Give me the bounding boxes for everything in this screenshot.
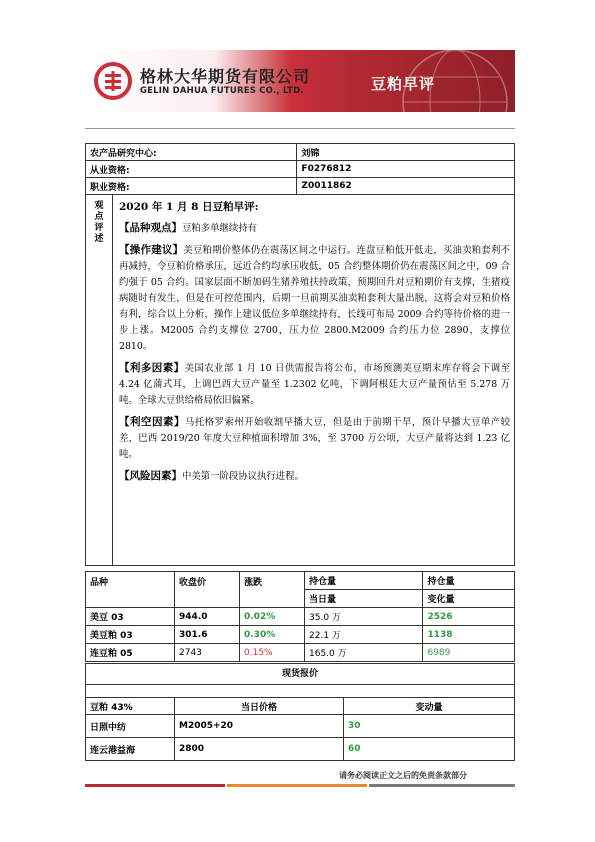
info-row-qual — [86, 161, 515, 178]
market-name: 美豆粕 03 — [86, 626, 175, 644]
header-banner — [85, 50, 515, 112]
advice-paragraph — [119, 242, 510, 355]
market-oi: 35.0 万 — [305, 608, 423, 626]
market-header-row — [86, 572, 515, 590]
market-table — [85, 571, 515, 662]
job-label: 职业资格: — [86, 178, 297, 195]
table-row — [86, 738, 515, 761]
qual-value: F0276812 — [297, 161, 515, 178]
table-row — [86, 608, 515, 626]
risk-tag: 【风险因素】 — [119, 470, 182, 482]
analyst-name: 刘锦 — [297, 144, 515, 161]
market-oi-chg: 1138 — [423, 626, 515, 644]
advice-text: 美豆粕期价整体仍在震荡区间之中运行。连盘豆粕低开低走，买油卖粕套利不再减持，令豆粕价格承压，远近合约均承压收低，05 合约整体期价仍在震荡区间之中，09 合约强于 05 合约。国家层面不断加码生猪养殖扶持政策，预期回升对豆粕期价有支撑，生猪疫病随时有发生，但是在可控范围内，后期一旦前期买油卖粕套利大量出脱，这将会对豆粕价格有利，综合以上分析，操作上建议低位多单继续持有，长线可布局 2009 合约等待价格的进一步上涨。M2005 合约支撑位 2700，压力位 2800.M2009 合约压力位 2890，支撑位 2810。 — [119, 245, 510, 352]
spot-name: 日照中纺 — [86, 715, 175, 738]
view-body — [113, 195, 515, 566]
market-col-name: 品种 — [86, 572, 175, 608]
job-value: Z0011862 — [297, 178, 515, 195]
table-row — [86, 715, 515, 738]
market-name: 美豆 03 — [86, 608, 175, 626]
variety-text: 豆粕多单继续持有 — [182, 223, 258, 234]
market-change: 0.15% — [240, 644, 305, 662]
bull-paragraph — [119, 360, 510, 409]
spot-col-name: 豆粕 43% — [86, 698, 175, 715]
qual-label: 从业资格: — [86, 161, 297, 178]
footer-disclaimer: 请务必阅读正文之后的免责条款部分 — [339, 771, 467, 780]
market-oi-chg: 2526 — [423, 608, 515, 626]
market-sub-oichg: 变化量 — [423, 590, 515, 608]
market-col-oi2: 持仓量 — [423, 572, 515, 590]
spot-header-row — [86, 698, 515, 715]
advice-tag: 【操作建议】 — [119, 244, 184, 256]
company-name-en: GELIN DAHUA FUTURES CO., LTD. — [140, 86, 304, 96]
market-col-change: 涨跌 — [240, 572, 305, 608]
spot-spacer-row — [86, 685, 515, 698]
market-col-oi: 持仓量 — [305, 572, 423, 590]
spot-title: 现货报价 — [86, 664, 515, 685]
bull-text: 美国农业部 1 月 10 日供需报告将公布，市场预测美豆期末库存将会下调至 4.24 亿蒲式耳，上调巴西大豆产量至 1.2302 亿吨，下调阿根廷大豆产量预估至 5.278 万吨。全球大豆供给格局依旧偏紧。 — [119, 363, 510, 406]
spot-chg: 60 — [344, 738, 515, 761]
spot-spacer — [86, 685, 515, 698]
variety-paragraph — [119, 220, 510, 237]
spot-chg: 30 — [344, 715, 515, 738]
market-oi-chg: 6989 — [423, 644, 515, 662]
risk-paragraph — [119, 468, 510, 485]
spot-table — [85, 663, 515, 761]
spot-name: 连云港益海 — [86, 738, 175, 761]
view-row — [86, 195, 515, 566]
market-oi: 22.1 万 — [305, 626, 423, 644]
bear-text: 马托格罗索州开始收割早播大豆，但是由于前期干旱，预计早播大豆单产较差，巴西 2019/20 年度大豆种植面积增加 3%，至 3700 万公顷，大豆产量将达到 1.23 亿吨。 — [119, 417, 511, 460]
table-row — [86, 644, 515, 662]
market-close: 301.6 — [175, 626, 240, 644]
spot-title-row — [86, 664, 515, 685]
spot-price: 2800 — [175, 738, 344, 761]
variety-tag: 【品种观点】 — [119, 222, 182, 234]
table-row — [86, 626, 515, 644]
info-row-center — [86, 144, 515, 161]
spot-col-chg: 变动量 — [344, 698, 515, 715]
header-divider — [85, 128, 515, 129]
market-oi: 165.0 万 — [305, 644, 423, 662]
company-name-cn: 格林大华期货有限公司 — [140, 67, 311, 86]
center-label: 农产品研究中心: — [86, 144, 297, 161]
bull-tag: 【利多因素】 — [119, 362, 185, 374]
company-logo-icon — [93, 61, 133, 101]
bear-tag: 【利空因素】 — [119, 416, 185, 428]
risk-text: 中美第一阶段协议执行进程。 — [182, 471, 304, 482]
market-close: 2743 — [175, 644, 240, 662]
market-sub-oi: 当日量 — [305, 590, 423, 608]
market-change: 0.02% — [240, 608, 305, 626]
bear-paragraph — [119, 414, 510, 463]
report-date: 2020 年 1 月 8 日豆粕早评: — [119, 201, 259, 213]
market-close: 944.0 — [175, 608, 240, 626]
footer-color-bars — [85, 784, 515, 787]
info-table — [85, 143, 515, 566]
report-title: 豆粕早评 — [371, 75, 436, 93]
market-col-close: 收盘价 — [175, 572, 240, 608]
market-name: 连豆粕 05 — [86, 644, 175, 662]
market-change: 0.30% — [240, 626, 305, 644]
spot-price: M2005+20 — [175, 715, 344, 738]
spot-col-price: 当日价格 — [175, 698, 344, 715]
view-side-label: 观 点 评 述 — [86, 195, 113, 566]
info-row-job — [86, 178, 515, 195]
